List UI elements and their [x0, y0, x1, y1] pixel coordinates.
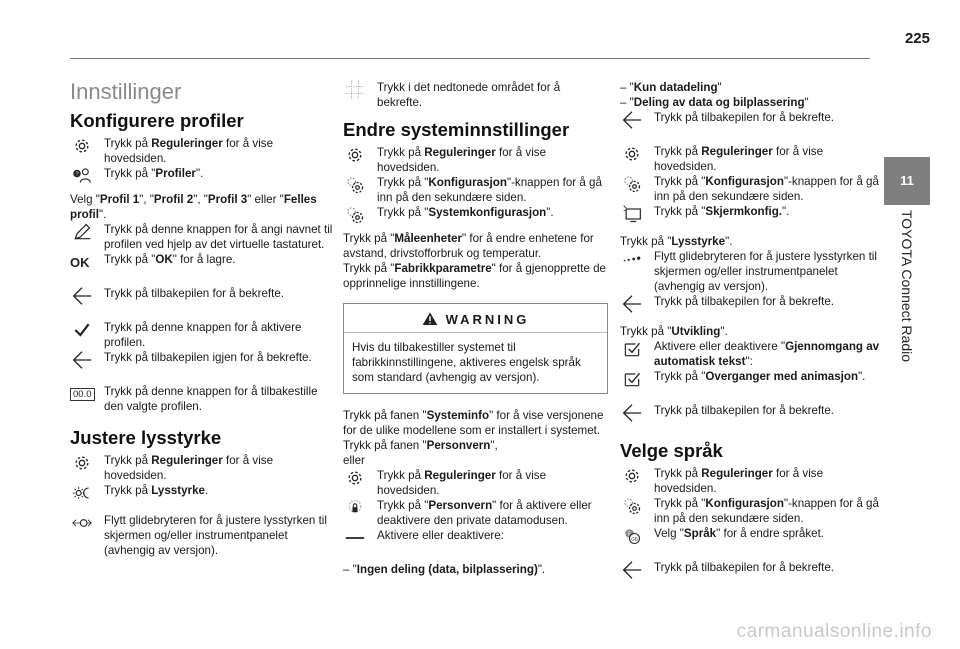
gear-icon [620, 144, 654, 164]
step: Trykk på tilbakepilen for å bekrefte. [70, 286, 335, 306]
step: Trykk på "Skjermkonfig.". [620, 204, 885, 224]
step: Flytt glidebryteren for å justere lysstyrken til skjermen og/eller instrumentpanelet (avhengig av versjon). [620, 249, 885, 294]
ok-icon: OK [70, 254, 90, 270]
back-arrow-icon [620, 110, 654, 130]
back-arrow-icon [620, 403, 654, 423]
config-gears-icon [343, 205, 377, 225]
step: Trykk på Reguleringer for å vise hovedsiden. [70, 453, 335, 483]
back-arrow-icon [70, 350, 104, 370]
step: Trykk på "Systemkonfigurasjon". [343, 205, 608, 225]
heading-configure-profiles: Konfigurere profiler [70, 110, 244, 131]
chapter-tab: 11 [884, 157, 930, 205]
step: Trykk på tilbakepilen for å bekrefte. [620, 560, 885, 580]
column-1 [70, 80, 335, 558]
checkbox-icon [620, 369, 654, 389]
paragraph: Trykk på "Utvikling". [620, 325, 728, 338]
back-arrow-icon [620, 560, 654, 580]
warning-box [343, 303, 608, 394]
step: Trykk på tilbakepilen for å bekrefte. [620, 294, 885, 314]
heading-adjust-brightness: Justere lysstyrke [70, 427, 222, 448]
paragraph: Velg "Profil 1", "Profil 2", "Profil 3" eller "Felles profil". [70, 193, 317, 221]
step: Trykk på "Konfigurasjon"-knappen for å gå inn på den sekundære siden. [343, 175, 608, 205]
gear-icon [620, 466, 654, 486]
pencil-icon [70, 222, 104, 242]
brightness-dots-icon [620, 249, 654, 269]
column-2 [343, 80, 608, 577]
gear-icon [343, 468, 377, 488]
step: Trykk på "Overganger med animasjon". [620, 369, 885, 389]
step: Trykk på tilbakepilen for å bekrefte. [620, 403, 885, 423]
step: OK Trykk på "OK" for å lagre. [70, 253, 236, 270]
step: Trykk på Reguleringer for å vise hovedsiden. [620, 466, 885, 496]
list-item: – "Ingen deling (data, bilplassering)". [343, 563, 546, 576]
list-item: – "Kun datadeling" [620, 81, 722, 94]
heading-system-settings: Endre systeminnstillinger [343, 119, 570, 140]
step: Trykk på Reguleringer for å vise hovedsiden. [70, 136, 335, 166]
profiles-icon [70, 166, 104, 186]
step: 00.0 Trykk på denne knappen for å tilbakestille den valgte profilen. [70, 384, 335, 414]
config-gears-icon [343, 175, 377, 195]
back-arrow-icon [620, 294, 654, 314]
warning-text: Hvis du tilbakestiller systemet til fabrikkinnstillingene, aktiveres engelsk språk som standard (avhengig av versjon). [344, 332, 607, 393]
step: Trykk på "Profiler". [70, 166, 335, 186]
back-arrow-icon [70, 286, 104, 306]
config-gears-icon [620, 496, 654, 516]
check-icon [70, 320, 104, 340]
page-number: 225 [904, 30, 930, 47]
gear-icon [343, 145, 377, 165]
step: Trykk på tilbakepilen igjen for å bekrefte. [70, 350, 335, 370]
heading-select-language: Velge språk [620, 440, 723, 461]
brightness-icon [70, 483, 104, 503]
step: Aktivere eller deaktivere: [343, 528, 608, 548]
step: Trykk på denne knappen for å angi navnet til profilen ved hjelp av det virtuelle tastaturet. [70, 222, 335, 252]
step: Trykk på Reguleringer for å vise hovedsiden. [620, 144, 885, 174]
step: Trykk på "Konfigurasjon"-knappen for å gå inn på den sekundære siden. [620, 174, 885, 204]
paragraph: Trykk på fanen "Personvern", [343, 439, 498, 452]
step: Trykk på "Personvern" for å aktivere eller deaktivere den private datamodusen. [343, 498, 608, 528]
step: Trykk på Lysstyrke. [70, 483, 335, 503]
gear-icon [70, 453, 104, 473]
step: Trykk på denne knappen for å aktivere profilen. [70, 320, 335, 350]
toggle-icon [343, 528, 377, 548]
step: Flytt glidebryteren for å justere lysstyrken til skjermen og/eller instrumentpanelet (avhengig av versjon). [70, 513, 335, 558]
step: Velg "Språk" for å endre språket. [620, 526, 885, 546]
paragraph: Trykk på fanen "Systeminfo" for å vise versjonene for de ulike modellene som er installert i systemet. [343, 409, 604, 437]
list-item: – "Deling av data og bilplassering" [620, 96, 809, 109]
chapter-label: TOYOTA Connect Radio [899, 210, 915, 362]
language-icon [620, 526, 654, 546]
step: Trykk i det nedtonede området for å bekrefte. [343, 80, 608, 110]
privacy-icon [343, 498, 377, 518]
section-title: Innstillinger [70, 79, 182, 104]
paragraph: Trykk på "Lysstyrke". [620, 235, 733, 248]
reset-icon: 00.0 [70, 388, 95, 401]
header-rule [70, 58, 870, 59]
monitor-icon [620, 204, 654, 224]
gear-icon [70, 136, 104, 156]
step: Aktivere eller deaktivere "Gjennomgang av automatisk tekst": [620, 339, 885, 369]
step: Trykk på Reguleringer for å vise hovedsiden. [343, 468, 608, 498]
column-3 [620, 80, 885, 580]
checkbox-icon [620, 339, 654, 359]
step: Trykk på Reguleringer for å vise hovedsiden. [343, 145, 608, 175]
slider-icon [70, 513, 104, 533]
watermark: carmanualsonline.info [736, 621, 932, 642]
config-gears-icon [620, 174, 654, 194]
paragraph: eller [343, 454, 365, 467]
paragraph: Trykk på "Fabrikkparametre" for å gjenopprette de opprinnelige innstillingene. [343, 262, 607, 290]
step: Trykk på tilbakepilen for å bekrefte. [620, 110, 885, 130]
warning-title: WARNING [445, 312, 530, 327]
step: Trykk på "Konfigurasjon"-knappen for å gå inn på den sekundære siden. [620, 496, 885, 526]
warning-icon [422, 311, 438, 327]
greyed-area-icon [343, 80, 377, 100]
paragraph: Trykk på "Måleenheter" for å endre enhetene for avstand, drivstofforbruk og temperatur. [343, 232, 594, 260]
